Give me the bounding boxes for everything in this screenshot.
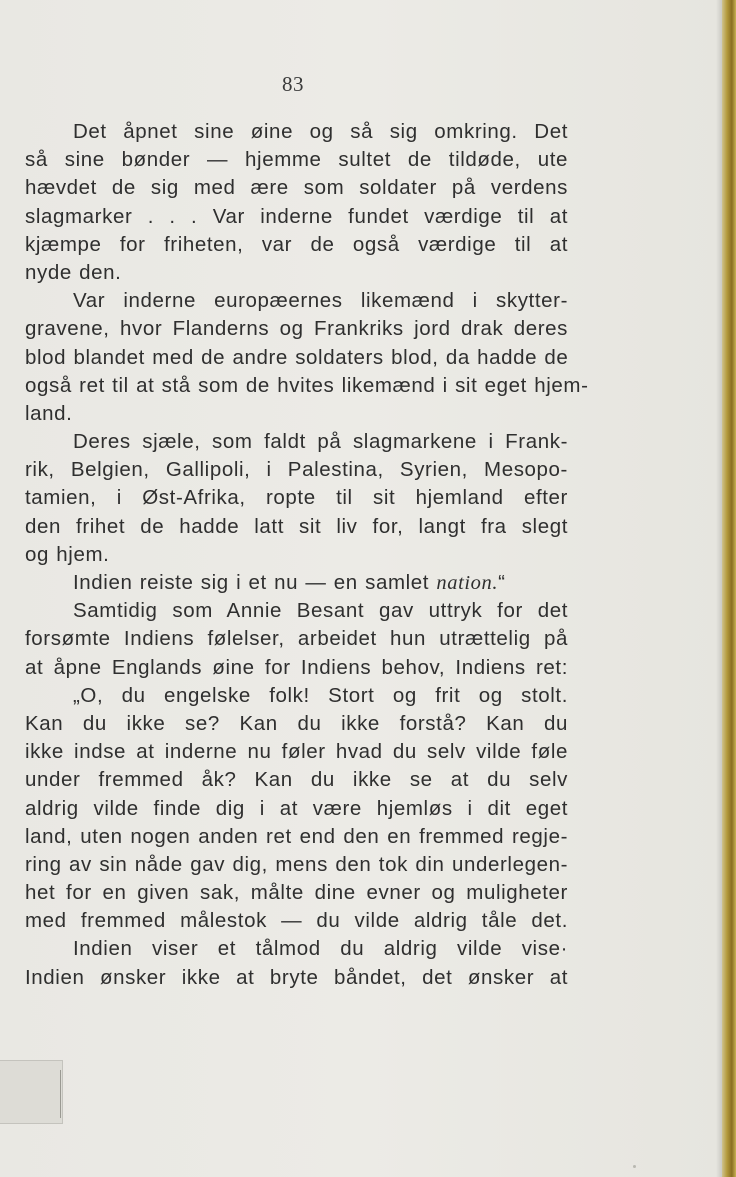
text-line	[25, 682, 568, 710]
text-line-content: „O, du engelske folk! Stort og frit og stolt.	[73, 683, 568, 707]
text-line	[25, 625, 568, 653]
text-line	[25, 456, 568, 484]
text-line-content: Indien reiste sig i et nu — en samlet	[73, 571, 437, 594]
paper-slip-edge	[60, 1070, 61, 1118]
text-line	[25, 907, 568, 935]
text-line	[25, 851, 568, 879]
text-line	[25, 287, 568, 315]
text-line-content: under fremmed åk? Kan du ikke se at du selv	[25, 768, 568, 792]
text-line	[25, 344, 568, 372]
text-line-content: Deres sjæle, som faldt på slagmarkene i Frank-	[73, 430, 568, 454]
text-line-content: så sine bønder — hjemme sultet de tildøde, ute	[25, 148, 568, 172]
text-line-content: også ret til at stå som de hvites likemænd i sit eget hjem-	[25, 373, 589, 397]
text-line-content: ikke indse at inderne nu føler hvad du selv vilde føle	[25, 740, 568, 764]
text-line-content: forsømte Indiens følelser, arbeidet hun utrættelig på	[25, 627, 568, 651]
paper-speck	[633, 1165, 636, 1168]
text-line-content: Kan du ikke se? Kan du ikke forstå? Kan du	[25, 711, 568, 735]
page-number: 83	[282, 72, 304, 96]
text-line	[25, 372, 589, 400]
italic-word: nation.	[436, 572, 499, 594]
text-line	[25, 541, 568, 569]
text-line-content: nyde den.	[25, 260, 122, 284]
text-line	[25, 738, 568, 766]
text-line-content: Det åpnet sine øine og så sig omkring. Det	[73, 120, 568, 143]
text-line-content: het for en given sak, målte dine evner og muligheter	[25, 881, 568, 905]
text-line	[25, 146, 568, 174]
text-line	[25, 597, 568, 625]
text-line-content: rik, Belgien, Gallipoli, i Palestina, Syrien, Mesopo-	[25, 458, 568, 482]
text-line	[25, 654, 568, 682]
text-line	[25, 231, 568, 259]
text-line-content: Indien ønsker ikke at bryte båndet, det ønsker at	[25, 965, 568, 989]
text-line	[25, 174, 568, 202]
text-line	[25, 118, 568, 146]
text-line	[25, 964, 568, 992]
text-line	[25, 795, 568, 823]
text-line	[25, 879, 568, 907]
text-line	[25, 203, 568, 231]
text-line	[25, 315, 568, 343]
paper-slip	[0, 1060, 63, 1124]
text-line	[25, 428, 568, 456]
text-line-content: land.	[25, 401, 73, 425]
text-line-content: kjæmpe for friheten, var de også værdige til at	[25, 232, 568, 256]
text-line-content: ring av sin nåde gav dig, mens den tok din underlegen-	[25, 852, 568, 876]
text-line	[25, 710, 568, 738]
book-spine-edge	[722, 0, 736, 1177]
text-line-content: Var inderne europæernes likemænd i skytter-	[73, 289, 568, 313]
text-line	[25, 935, 568, 963]
text-line-content: gravene, hvor Flanderns og Frankriks jord drak deres	[25, 317, 568, 341]
closing-quote: “	[498, 571, 506, 594]
text-line	[25, 259, 568, 287]
text-line-content: aldrig vilde finde dig i at være hjemløs i dit eget	[25, 796, 568, 820]
text-line-content: land, uten nogen anden ret end den en fremmed regje-	[25, 824, 568, 848]
text-line-content: at åpne Englands øine for Indiens behov, Indiens ret:	[25, 655, 568, 679]
text-line-content: den frihet de hadde latt sit liv for, langt fra slegt	[25, 514, 568, 538]
text-line-content: med fremmed målestok — du vilde aldrig tåle det.	[25, 909, 568, 933]
text-line-content: og hjem.	[25, 542, 110, 566]
text-line-content: blod blandet med de andre soldaters blod, da hadde de	[25, 345, 569, 369]
body-text	[25, 118, 589, 992]
text-line	[25, 766, 568, 794]
text-line	[25, 823, 568, 851]
text-line-content: tamien, i Øst-Afrika, ropte til sit hjemland efter	[25, 486, 568, 510]
text-line	[25, 569, 568, 597]
text-line-content: Indien viser et tålmod du aldrig vilde vise·	[73, 937, 568, 961]
text-line	[25, 400, 568, 428]
text-line	[25, 484, 568, 512]
text-line	[25, 513, 568, 541]
text-line-content: slagmarker . . . Var inderne fundet værdige til at	[25, 204, 568, 228]
text-line-content: Samtidig som Annie Besant gav uttryk for det	[73, 599, 568, 623]
text-line-content: hævdet de sig med ære som soldater på verdens	[25, 176, 568, 200]
